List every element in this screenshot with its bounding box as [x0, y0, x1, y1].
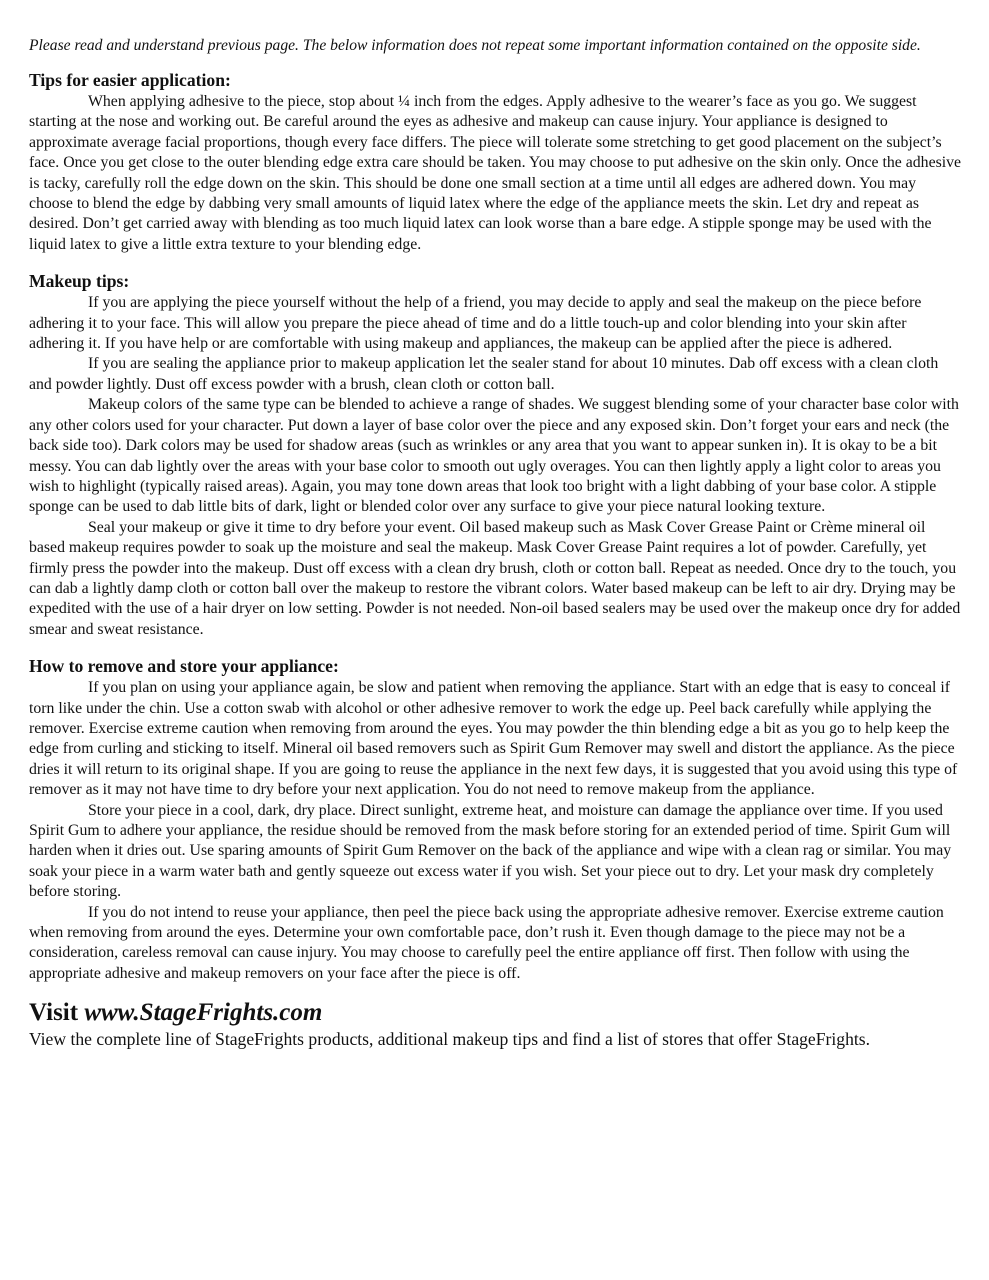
website-link[interactable]: www.StageFrights.com: [84, 999, 323, 1027]
intro-note: Please read and understand previous page. The below information does not repeat some important information contained on the opposite side.: [29, 37, 921, 54]
visit-prefix: Visit: [29, 999, 85, 1027]
paragraph: Seal your makeup or give it time to dry before your event. Oil based makeup such as Mask Cover Grease Paint or Crème mineral oil based makeup requires powder to soak up the moisture and seal the makeup. Mask Cover Grease Paint requires a lot of powder. Carefully, yet firmly press the powder into the makeup. Dust off excess with a clean dry brush, cloth or cotton ball. Repeat as needed. Once dry to the touch, you can dab a lightly damp cloth or cotton ball over the makeup to restore the vibrant colors. Water based makeup can be left to air dry. Drying may be expedited with the use of a hair dryer on low setting. Powder is not needed. Non-oil based sealers may be used over the makeup once dry for added smear and sweat resistance.: [29, 518, 961, 638]
section-remove-store: [29, 654, 963, 984]
section-makeup-tips: [29, 269, 963, 640]
paragraph: If you do not intend to reuse your appliance, then peel the piece back using the appropriate adhesive remover. Exercise extreme caution when removing from around the eyes. Determine your own comfortable pace, don’t rush it. Even though damage to the piece may not be a consideration, careless removal can cause injury. You may choose to carefully peel the entire appliance off first. Then follow with using the appropriate adhesive and makeup removers on your face after the piece is off.: [29, 903, 944, 982]
visit-description: View the complete line of StageFrights products, additional makeup tips and find a list of stores that offer StageFrights.: [29, 1029, 871, 1050]
visit-block: [29, 998, 963, 1050]
section-application-tips: [29, 68, 963, 255]
paragraph: If you plan on using your appliance again, be slow and patient when removing the appliance. Start with an edge that is easy to conceal if torn like under the chin. Use a cotton swab with alcohol or other adhesive remover to work the edge up. Peel back carefully while applying the remover. Exercise extreme caution when removing from around the eyes. You may powder the thin blending edge a bit as you go to help keep the edge from curling and sticking to itself. Mineral oil based removers such as Spirit Gum Remover may swell and distort the appliance. As the piece dries it will return to its original shape. If you are going to reuse the appliance in the next few days, it is suggested that you avoid using this type of remover as it may not have time to dry before your next application. You do not need to remove makeup from the appliance.: [29, 679, 958, 799]
paragraph: Store your piece in a cool, dark, dry place. Direct sunlight, extreme heat, and moisture can damage the appliance over time. If you used Spirit Gum to adhere your appliance, the residue should be removed from the mask before storing for an extended period of time. Spirit Gum will harden when it dries out. Use sparing amounts of Spirit Gum Remover on the back of the appliance and wipe with a clean rag or similar. You may soak your piece in a warm water bath and gently squeeze out excess water if you wish. Set your piece out to dry. Let your mask dry completely before storing.: [29, 801, 952, 901]
paragraph: If you are applying the piece yourself without the help of a friend, you may decide to apply and seal the makeup on the piece before adhering it to your face. This will allow you prepare the piece ahead of time and do a little touch-up and color blending into your skin after adhering it. If you have help or are comfortable with using makeup and appliances, the makeup can be applied after the piece is adhered.: [29, 294, 922, 353]
visit-heading: [29, 998, 963, 1028]
section-heading: How to remove and store your appliance:: [29, 656, 339, 677]
section-heading: Makeup tips:: [29, 271, 130, 292]
document-page: [29, 36, 963, 1050]
paragraph: When applying adhesive to the piece, stop about ¼ inch from the edges. Apply adhesive to the wearer’s face as you go. We suggest starting at the nose and working out. Be careful around the eyes as adhesive and makeup can cause injury. Your appliance is designed to approximate average facial proportions, though every face differs. The piece will tolerate some stretching to get good placement on the subject’s face. Once you get close to the outer blending edge extra care should be taken. You may choose to put adhesive on the skin only. Once the adhesive is tacky, carefully roll the edge down on the skin. This should be done one small section at a time until all edges are adhered down. You may choose to blend the edge by dabbing very small amounts of liquid latex where the edge of the appliance meets the skin. Let dry and repeat as desired. Don’t get carried away with blending as too much liquid latex can look worse than a bare edge. A stipple sponge may be used with the liquid latex to give a little extra texture to your blending edge.: [29, 93, 962, 253]
paragraph: If you are sealing the appliance prior to makeup application let the sealer stand for about 10 minutes. Dab off excess with a clean cloth and powder lightly. Dust off excess powder with a brush, clean cloth or cotton ball.: [29, 355, 939, 393]
paragraph: Makeup colors of the same type can be blended to achieve a range of shades. We suggest blending some of your character base color with any other colors used for your character. Put down a layer of base color over the piece and any exposed skin. Don’t forget your ears and neck (the back side too). Dark colors may be used for shadow areas (such as wrinkles or any area that you want to appear sunken in). It is okay to be a bit messy. You can dab lightly over the areas with your base color to smooth out ugly overages. You can then lightly apply a light color to areas you wish to highlight (typically raised areas). Again, you may tone down areas that look too bright with a light dabbing of your base color. A stipple sponge can be used to dab little bits of dark, light or blended color over any surface to give your piece natural looking texture.: [29, 396, 959, 516]
section-heading: Tips for easier application:: [29, 70, 231, 90]
